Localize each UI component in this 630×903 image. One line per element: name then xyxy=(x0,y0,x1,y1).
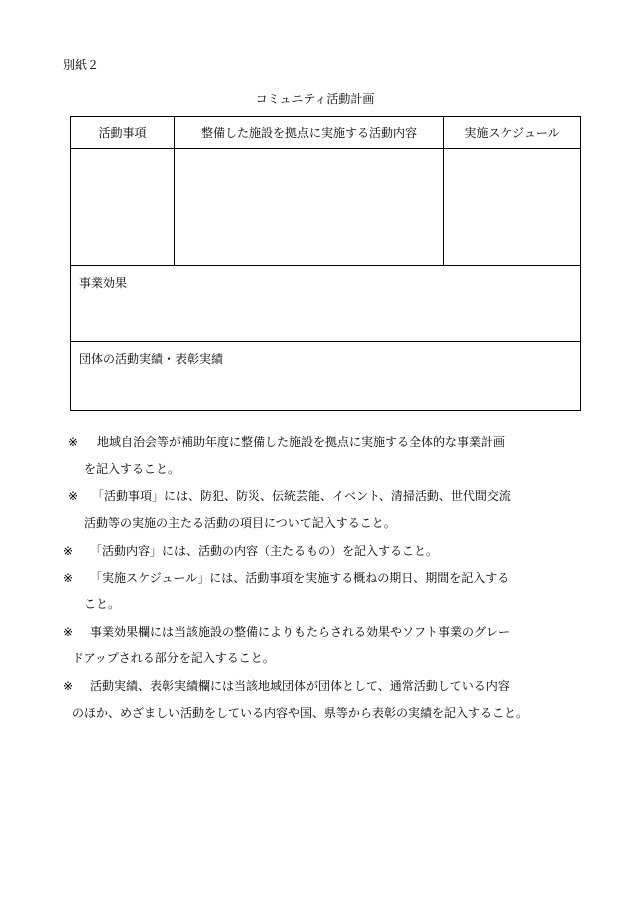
note-text: ドアップされる部分を記入すること。 xyxy=(72,651,275,665)
document-label: 別紙２ xyxy=(63,58,100,72)
note-text: 地域自治会等が補助年度に整備した施設を拠点に実施する全体的な事業計画 xyxy=(97,435,506,449)
note-mark: ※ xyxy=(63,571,74,585)
note-mark: ※ xyxy=(63,625,74,639)
note-text: を記入すること。 xyxy=(84,462,181,476)
note-mark: ※ xyxy=(68,489,79,503)
note-mark: ※ xyxy=(63,544,74,558)
table-header-row xyxy=(71,117,581,149)
effect-row xyxy=(71,266,581,342)
table-input-row xyxy=(71,149,581,266)
activity-plan-table xyxy=(70,116,581,411)
schedule-cell[interactable] xyxy=(444,149,581,266)
document-title: コミュニティ活動計画 xyxy=(255,92,375,106)
record-row xyxy=(71,342,581,411)
note-text: 活動等の実施の主たる活動の項目について記入すること。 xyxy=(84,516,396,530)
header-schedule: 実施スケジュール xyxy=(444,117,581,149)
note-text: 「活動内容」には、活動の内容（主たるもの）を記入すること。 xyxy=(90,544,439,558)
effect-label: 事業効果 xyxy=(79,276,128,290)
note-text: 「実施スケジュール」には、活動事項を実施する概ねの期日、期間を記入する xyxy=(90,571,510,585)
header-activity-item: 活動事項 xyxy=(71,117,175,149)
note-text: こと。 xyxy=(84,597,121,611)
activity-content-cell[interactable] xyxy=(175,149,444,266)
header-activity-content: 整備した施設を拠点に実施する活動内容 xyxy=(175,117,444,149)
note-text: 事業効果欄には当該施設の整備によりもたらされる効果やソフト事業のグレー xyxy=(90,625,511,639)
note-text: 活動実績、表彰実績欄には当該地域団体が団体として、通常活動している内容 xyxy=(90,679,510,693)
effect-cell[interactable] xyxy=(71,266,581,342)
note-text: のほか、めざましい活動をしている内容や国、県等から表彰の実績を記入すること。 xyxy=(72,706,529,720)
record-cell[interactable] xyxy=(71,342,581,411)
record-label: 団体の活動実績・表彰実績 xyxy=(79,352,224,366)
note-mark: ※ xyxy=(68,435,79,449)
note-mark: ※ xyxy=(63,679,74,693)
note-text: 「活動事項」には、防犯、防災、伝統芸能、イベント、清掃活動、世代間交流 xyxy=(92,489,511,503)
activity-item-cell[interactable] xyxy=(71,149,175,266)
